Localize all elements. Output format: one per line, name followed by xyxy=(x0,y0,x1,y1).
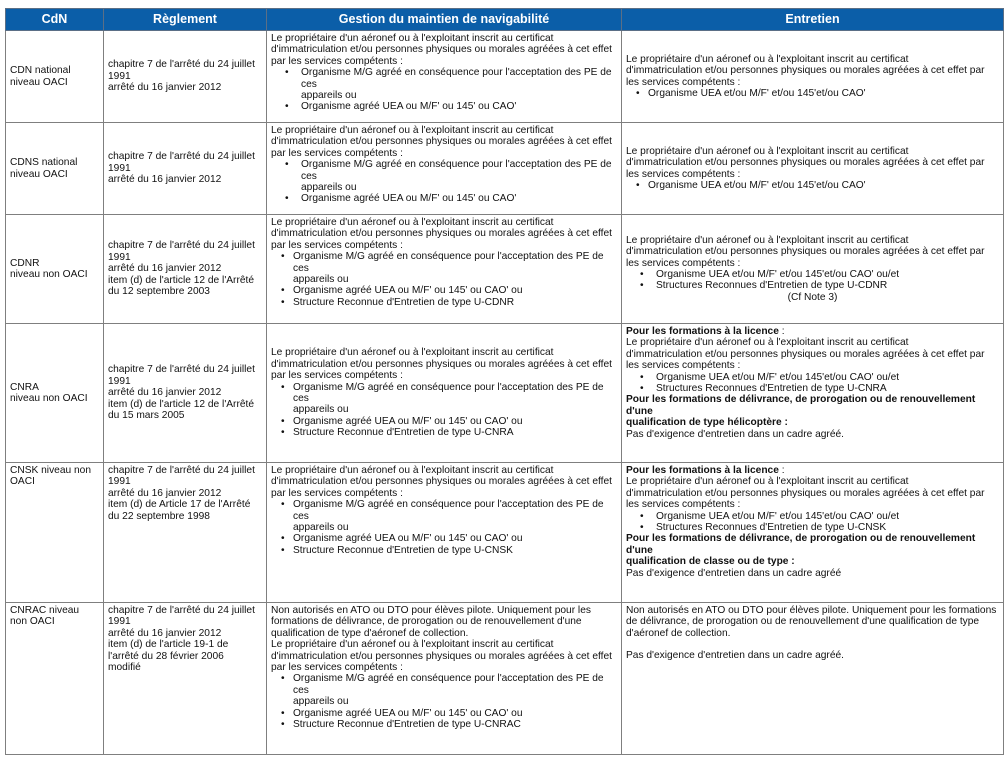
bullet-list xyxy=(626,269,999,292)
list-item: • Organisme agréé UEA ou M/F' ou 145' ou CAO' xyxy=(271,101,617,112)
list-item: • Organisme M/G agréé en conséquence pour l'acceptation des PE de ces appareils ou xyxy=(271,251,617,285)
entretien-cell: Non autorisés en ATO ou DTO pour élèves pilote. Uniquement pour les formations de délivrance, de prorogation ou de renouvellement d'une qualification de type d'aéronef de collection. Pas d'exigence d'entretien dans un cadre agréé. xyxy=(622,603,1004,755)
table-row xyxy=(6,324,1004,463)
list-item: • Organisme M/G agréé en conséquence pour l'acceptation des PE de ces appareils ou xyxy=(271,499,617,533)
table-row xyxy=(6,463,1004,603)
list-item: • Structures Reconnues d'Entretien de type U-CDNR xyxy=(626,280,999,291)
list-item: • Organisme M/G agréé en conséquence pour l'acceptation des PE de ces appareils ou xyxy=(271,673,617,707)
bullet-list xyxy=(626,372,999,395)
entretien-cell: Le propriétaire d'un aéronef ou à l'exploitant inscrit au certificat d'immatriculation et/ou personnes physiques ou morales agréées à cet effet par les services compétents : • Organisme UEA et/ou M/F' et/ou 145'et/ou CAO' ou/et • Structures Reconnues d'Entretien de type U-CDNR (Cf Note 3) xyxy=(622,215,1004,324)
list-item: • Organisme UEA et/ou M/F' et/ou 145'et/ou CAO' xyxy=(626,180,999,191)
list-item: • Structure Reconnue d'Entretien de type U-CNSK xyxy=(271,545,617,556)
list-item: • Structure Reconnue d'Entretien de type U-CNRA xyxy=(271,427,617,438)
gestion-cell: Le propriétaire d'un aéronef ou à l'exploitant inscrit au certificat d'immatriculation et/ou personnes physiques ou morales agréées à cet effet par les services compétents : • Organisme M/G agréé en conséquence pour l'acceptation des PE de ces appareils ou • Organisme agréé UEA ou M/F' ou 145' ou CAO' xyxy=(267,31,622,123)
reglement-cell: chapitre 7 de l'arrêté du 24 juillet 1991 arrêté du 16 janvier 2012 xyxy=(104,123,267,215)
gestion-cell: Le propriétaire d'un aéronef ou à l'exploitant inscrit au certificat d'immatriculation et/ou personnes physiques ou morales agréées à cet effet par les services compétents : • Organisme M/G agréé en conséquence pour l'acceptation des PE de ces appareils ou • Organisme agréé UEA ou M/F' ou 145' ou CAO' ou • Structure Reconnue d'Entretien de type U-CNSK xyxy=(267,463,622,603)
list-item: • Organisme agréé UEA ou M/F' ou 145' ou CAO' ou xyxy=(271,416,617,427)
cdn-regulation-table xyxy=(5,8,1004,755)
table-row xyxy=(6,215,1004,324)
list-item: • Organisme M/G agréé en conséquence pour l'acceptation des PE de ces appareils ou xyxy=(271,382,617,416)
bullet-list xyxy=(271,382,617,439)
gestion-cell: Non autorisés en ATO ou DTO pour élèves pilote. Uniquement pour les formations de délivrance, de prorogation ou de renouvellement d'une qualification de type d'aéronef de collection. Le propriétaire d'un aéronef ou à l'exploitant inscrit au certificat d'immatriculation et/ou personnes physiques ou morales agréées à cet effet par les services compétents : • Organisme M/G agréé en conséquence pour l'acceptation des PE de ces appareils ou • Organisme agréé UEA ou M/F' ou 145' ou CAO' ou • Structure Reconnue d'Entretien de type U-CNRAC xyxy=(267,603,622,755)
bullet-list xyxy=(626,511,999,534)
gestion-cell: Le propriétaire d'un aéronef ou à l'exploitant inscrit au certificat d'immatriculation et/ou personnes physiques ou morales agréées à cet effet par les services compétents : • Organisme M/G agréé en conséquence pour l'acceptation des PE de ces appareils ou • Organisme agréé UEA ou M/F' ou 145' ou CAO' ou • Structure Reconnue d'Entretien de type U-CNRA xyxy=(267,324,622,463)
cdn-cell: CDN national niveau OACI xyxy=(6,31,104,123)
cdn-cell: CNSK niveau non OACI xyxy=(6,463,104,603)
entretien-cell: Le propriétaire d'un aéronef ou à l'exploitant inscrit au certificat d'immatriculation et/ou personnes physiques ou morales agréées à cet effet par les services compétents : • Organisme UEA et/ou M/F' et/ou 145'et/ou CAO' xyxy=(622,123,1004,215)
bullet-list xyxy=(271,67,617,113)
header-reglement: Règlement xyxy=(104,9,267,31)
header-gestion: Gestion du maintien de navigabilité xyxy=(267,9,622,31)
bullet-list xyxy=(626,180,999,191)
bullet-list xyxy=(271,159,617,205)
list-item: • Structures Reconnues d'Entretien de type U-CNRA xyxy=(626,383,999,394)
reglement-cell: chapitre 7 de l'arrêté du 24 juillet 1991 arrêté du 16 janvier 2012 item (d) de l'article 12 de l'Arrêté du 12 septembre 2003 xyxy=(104,215,267,324)
list-item: • Organisme agréé UEA ou M/F' ou 145' ou CAO' ou xyxy=(271,533,617,544)
gestion-cell: Le propriétaire d'un aéronef ou à l'exploitant inscrit au certificat d'immatriculation et/ou personnes physiques ou morales agréées à cet effet par les services compétents : • Organisme M/G agréé en conséquence pour l'acceptation des PE de ces appareils ou • Organisme agréé UEA ou M/F' ou 145' ou CAO' xyxy=(267,123,622,215)
list-item: • Organisme agréé UEA ou M/F' ou 145' ou CAO' xyxy=(271,193,617,204)
list-item: • Organisme UEA et/ou M/F' et/ou 145'et/ou CAO' ou/et xyxy=(626,372,999,383)
reglement-cell: chapitre 7 de l'arrêté du 24 juillet 1991 arrêté du 16 janvier 2012 item (d) de l'article 12 de l'Arrêté du 15 mars 2005 xyxy=(104,324,267,463)
reglement-cell: chapitre 7 de l'arrêté du 24 juillet 1991 arrêté du 16 janvier 2012 xyxy=(104,31,267,123)
gestion-cell: Le propriétaire d'un aéronef ou à l'exploitant inscrit au certificat d'immatriculation et/ou personnes physiques ou morales agréées à cet effet par les services compétents : • Organisme M/G agréé en conséquence pour l'acceptation des PE de ces appareils ou • Organisme agréé UEA ou M/F' ou 145' ou CAO' ou • Structure Reconnue d'Entretien de type U-CDNR xyxy=(267,215,622,324)
list-item: • Structure Reconnue d'Entretien de type U-CNRAC xyxy=(271,719,617,730)
list-item: • Organisme M/G agréé en conséquence pour l'acceptation des PE de ces appareils ou xyxy=(271,67,617,101)
list-item: • Organisme UEA et/ou M/F' et/ou 145'et/ou CAO' xyxy=(626,88,999,99)
header-cdn: CdN xyxy=(6,9,104,31)
entretien-cell: Pour les formations à la licence : Le propriétaire d'un aéronef ou à l'exploitant inscrit au certificat d'immatriculation et/ou personnes physiques ou morales agréées à cet effet par les services compétents : • Organisme UEA et/ou M/F' et/ou 145'et/ou CAO' ou/et • Structures Reconnues d'Entretien de type U-CNSK Pour les formations de délivrance, de prorogation ou de renouvellement d'une qualification de classe ou de type : Pas d'exigence d'entretien dans un cadre agréé xyxy=(622,463,1004,603)
list-item: • Organisme M/G agréé en conséquence pour l'acceptation des PE de ces appareils ou xyxy=(271,159,617,193)
cdn-cell: CDNR niveau non OACI xyxy=(6,215,104,324)
bullet-list xyxy=(271,251,617,308)
cdn-cell: CNRAC niveau non OACI xyxy=(6,603,104,755)
cdn-cell: CNRA niveau non OACI xyxy=(6,324,104,463)
entretien-cell: Le propriétaire d'un aéronef ou à l'exploitant inscrit au certificat d'immatriculation et/ou personnes physiques ou morales agréées à cet effet par les services compétents : • Organisme UEA et/ou M/F' et/ou 145'et/ou CAO' xyxy=(622,31,1004,123)
table-row xyxy=(6,31,1004,123)
note-reference: (Cf Note 3) xyxy=(787,291,838,303)
table-row xyxy=(6,123,1004,215)
list-item: • Organisme agréé UEA ou M/F' ou 145' ou CAO' ou xyxy=(271,708,617,719)
list-item: • Organisme agréé UEA ou M/F' ou 145' ou CAO' ou xyxy=(271,285,617,296)
list-item: • Organisme UEA et/ou M/F' et/ou 145'et/ou CAO' ou/et xyxy=(626,511,999,522)
bullet-list xyxy=(271,499,617,556)
entretien-cell: Pour les formations à la licence : Le propriétaire d'un aéronef ou à l'exploitant inscrit au certificat d'immatriculation et/ou personnes physiques ou morales agréées à cet effet par les services compétents : • Organisme UEA et/ou M/F' et/ou 145'et/ou CAO' ou/et • Structures Reconnues d'Entretien de type U-CNRA Pour les formations de délivrance, de prorogation ou de renouvellement d'une qualification de type hélicoptère : Pas d'exigence d'entretien dans un cadre agréé. xyxy=(622,324,1004,463)
table-header-row xyxy=(6,9,1004,31)
reglement-cell: chapitre 7 de l'arrêté du 24 juillet 1991 arrêté du 16 janvier 2012 item (d) de l'article 19-1 de l'arrêté du 28 février 2006 modifié xyxy=(104,603,267,755)
list-item: • Organisme UEA et/ou M/F' et/ou 145'et/ou CAO' ou/et xyxy=(626,269,999,280)
reglement-cell: chapitre 7 de l'arrêté du 24 juillet 1991 arrêté du 16 janvier 2012 item (d) de Article 17 de l'Arrêté du 22 septembre 1998 xyxy=(104,463,267,603)
table-row xyxy=(6,603,1004,755)
bullet-list xyxy=(271,673,617,730)
bullet-list xyxy=(626,88,999,99)
cdn-cell: CDNS national niveau OACI xyxy=(6,123,104,215)
header-entretien: Entretien xyxy=(622,9,1004,31)
list-item: • Structures Reconnues d'Entretien de type U-CNSK xyxy=(626,522,999,533)
list-item: • Structure Reconnue d'Entretien de type U-CDNR xyxy=(271,297,617,308)
